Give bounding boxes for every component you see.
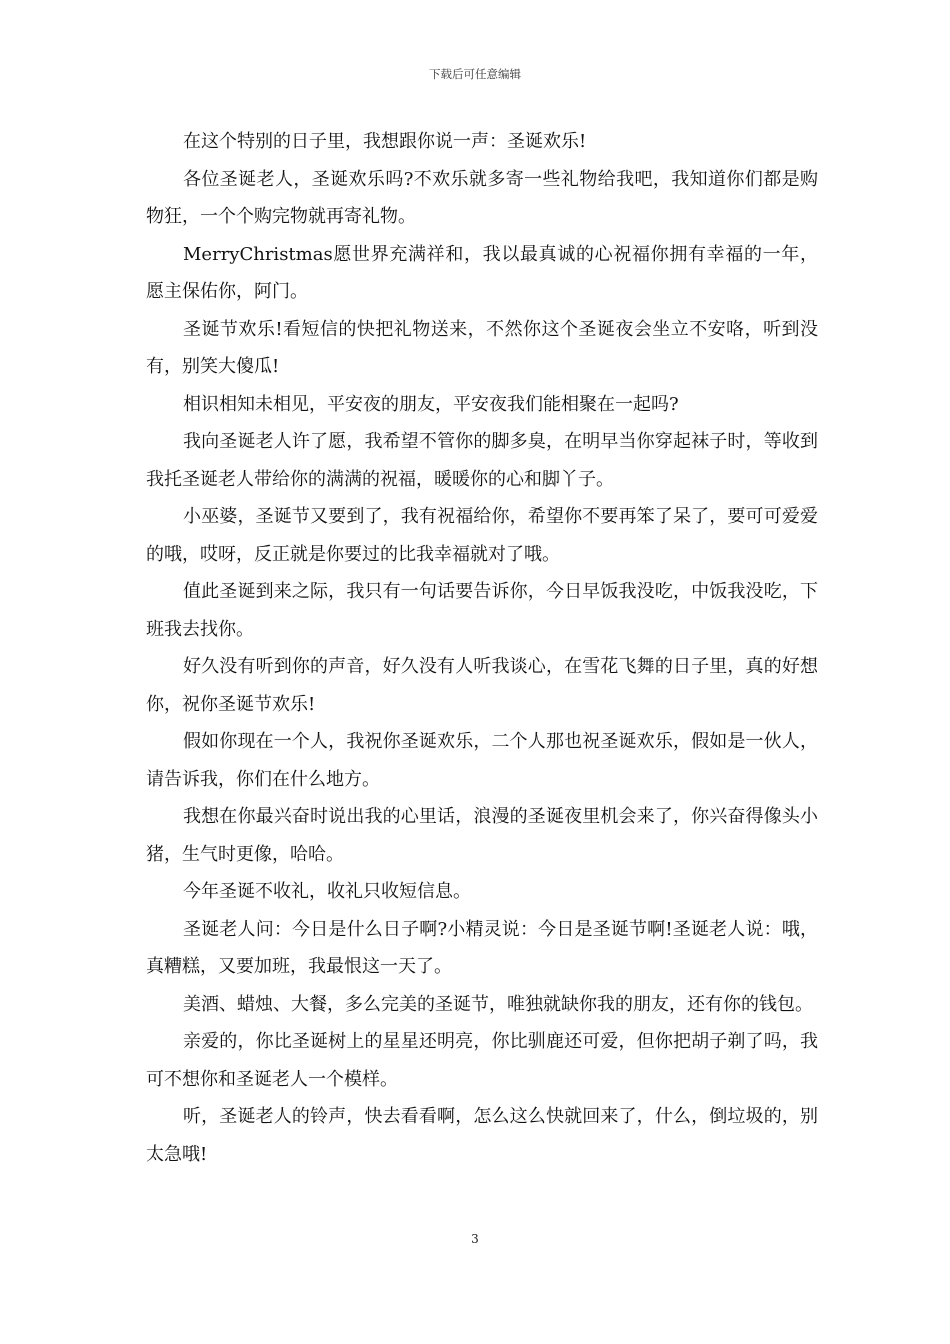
page-header: 下载后可任意编辑 xyxy=(429,67,521,81)
paragraph: 圣诞老人问：今日是什么日子啊?小精灵说：今日是圣诞节啊!圣诞老人说：哦，真糟糕，又要加班，我最恨这一天了。 xyxy=(146,918,818,977)
paragraph: 各位圣诞老人，圣诞欢乐吗?不欢乐就多寄一些礼物给我吧，我知道你们都是购物狂，一个个购完物就再寄礼物。 xyxy=(146,168,818,227)
paragraph: 美酒、蜡烛、大餐，多么完美的圣诞节，唯独就缺你我的朋友，还有你的钱包。 xyxy=(183,993,813,1015)
page-number: 3 xyxy=(471,1232,479,1246)
paragraph: 亲爱的，你比圣诞树上的星星还明亮，你比驯鹿还可爱，但你把胡子剃了吗，我可不想你和圣诞老人一个模样。 xyxy=(146,1031,818,1090)
paragraph: 值此圣诞到来之际，我只有一句话要告诉你，今日早饭我没吃，中饭我没吃，下班我去找你。 xyxy=(146,581,818,640)
paragraph: MerryChristmas愿世界充满祥和，我以最真诚的心祝福你拥有幸福的一年，愿主保佑你，阿门。 xyxy=(146,243,818,302)
paragraph: 相识相知未相见，平安夜的朋友，平安夜我们能相聚在一起吗? xyxy=(183,393,679,415)
paragraph: 圣诞节欢乐!看短信的快把礼物送来，不然你这个圣诞夜会坐立不安咯，听到没有，别笑大傻瓜! xyxy=(146,318,818,377)
paragraph: 我向圣诞老人许了愿，我希望不管你的脚多臭，在明早当你穿起袜子时，等收到我托圣诞老人带给你的满满的祝福，暖暖你的心和脚丫子。 xyxy=(146,431,818,490)
paragraph: 假如你现在一个人，我祝你圣诞欢乐，二个人那也祝圣诞欢乐，假如是一伙人，请告诉我，你们在什么地方。 xyxy=(146,731,818,790)
paragraph: 今年圣诞不收礼，收礼只收短信息。 xyxy=(183,881,471,902)
document-body xyxy=(146,123,818,1173)
paragraph: 在这个特别的日子里，我想跟你说一声：圣诞欢乐! xyxy=(183,131,587,152)
paragraph: 好久没有听到你的声音，好久没有人听我谈心，在雪花飞舞的日子里，真的好想你，祝你圣诞节欢乐! xyxy=(146,656,818,715)
paragraph: 我想在你最兴奋时说出我的心里话，浪漫的圣诞夜里机会来了，你兴奋得像头小猪，生气时更像，哈哈。 xyxy=(146,806,818,865)
paragraph: 听，圣诞老人的铃声，快去看看啊，怎么这么快就回来了，什么，倒垃圾的，别太急哦! xyxy=(146,1106,818,1165)
paragraph: 小巫婆，圣诞节又要到了，我有祝福给你，希望你不要再笨了呆了，要可可爱爱的哦，哎呀，反正就是你要过的比我幸福就对了哦。 xyxy=(146,506,818,565)
